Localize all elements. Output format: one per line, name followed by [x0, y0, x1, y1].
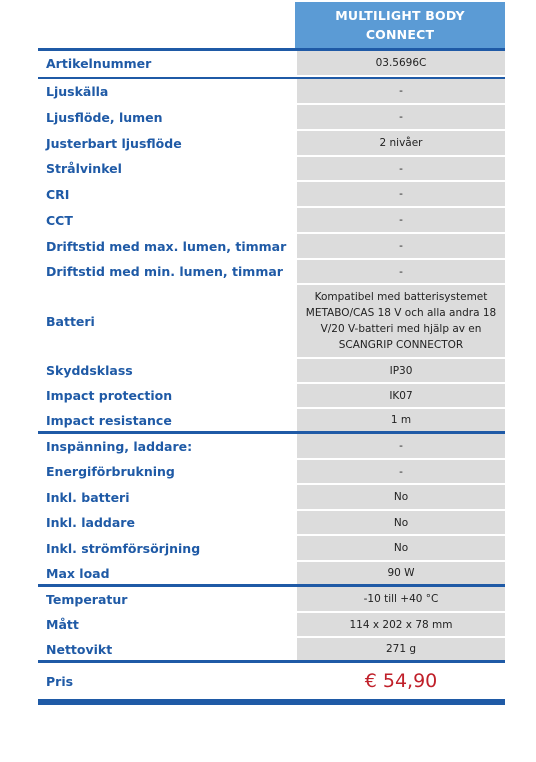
- row-label: Justerbart ljusflöde: [38, 131, 297, 155]
- row-label: Driftstid med max. lumen, timmar: [38, 234, 297, 258]
- table-row: [38, 105, 505, 131]
- table-row: [38, 434, 505, 460]
- row-label: Inkl. strömförsörjning: [38, 536, 297, 560]
- product-name-line1: MULTILIGHT BODY: [335, 8, 465, 23]
- product-name-line2: CONNECT: [365, 27, 435, 42]
- table-row: [38, 562, 505, 587]
- table-row: [38, 536, 505, 562]
- row-label: Inkl. laddare: [38, 511, 297, 534]
- row-value: IK07: [297, 384, 505, 407]
- table-row: [38, 613, 505, 638]
- table-row: [38, 485, 505, 511]
- row-value: 2 nivåer: [297, 131, 505, 155]
- row-label: Max load: [38, 562, 297, 584]
- row-value: 90 W: [297, 562, 505, 584]
- row-label: Ljusflöde, lumen: [38, 105, 297, 129]
- row-label: Mått: [38, 613, 297, 636]
- row-value: -10 till +40 °C: [297, 587, 505, 611]
- row-label: Impact resistance: [38, 409, 297, 431]
- price-label: Pris: [38, 663, 297, 699]
- table-row: [38, 77, 505, 105]
- row-value: -: [297, 105, 505, 129]
- table-row: [38, 234, 505, 260]
- row-label: Impact protection: [38, 384, 297, 407]
- row-value: -: [297, 79, 505, 103]
- row-value: No: [297, 536, 505, 560]
- header-spacer: [38, 2, 295, 48]
- row-value: -: [297, 260, 505, 283]
- row-label: CCT: [38, 208, 297, 232]
- row-label: CRI: [38, 182, 297, 206]
- row-label: Inspänning, laddare:: [38, 434, 297, 458]
- row-label: Driftstid med min. lumen, timmar: [38, 260, 297, 283]
- table-row: [38, 638, 505, 663]
- table-row: [38, 511, 505, 536]
- price-value: € 54,90: [297, 663, 505, 699]
- row-label: Nettovikt: [38, 638, 297, 660]
- product-name-header: [295, 2, 505, 48]
- table-header: [38, 2, 505, 48]
- table-row: [38, 460, 505, 485]
- row-label: Ljuskälla: [38, 79, 297, 103]
- row-label: Artikelnummer: [38, 51, 297, 75]
- row-value: -: [297, 182, 505, 206]
- row-label: Temperatur: [38, 587, 297, 611]
- row-value: -: [297, 208, 505, 232]
- row-value: 03.5696C: [297, 51, 505, 75]
- row-label: Inkl. batteri: [38, 485, 297, 509]
- row-label: Skyddsklass: [38, 359, 297, 382]
- row-value: Kompatibel med batterisystemet METABO/CAS 18 V och alla andra 18 V/20 V-batteri med hjälp av en SCANGRIP CONNECTOR: [297, 285, 505, 357]
- row-value: 114 x 202 x 78 mm: [297, 613, 505, 636]
- row-value: -: [297, 157, 505, 180]
- table-row: [38, 182, 505, 208]
- price-row: [38, 663, 505, 705]
- table-row: [38, 384, 505, 409]
- row-value: No: [297, 511, 505, 534]
- table-row: [38, 208, 505, 234]
- row-label: Batteri: [38, 285, 297, 357]
- table-row: [38, 409, 505, 434]
- row-label: Strålvinkel: [38, 157, 297, 180]
- table-row: [38, 131, 505, 157]
- row-value: IP30: [297, 359, 505, 382]
- table-row: [38, 587, 505, 613]
- row-value: -: [297, 460, 505, 483]
- table-row: [38, 260, 505, 285]
- row-value: 1 m: [297, 409, 505, 431]
- row-value: No: [297, 485, 505, 509]
- row-value: -: [297, 434, 505, 458]
- spec-table: [38, 2, 505, 705]
- row-value: 271 g: [297, 638, 505, 660]
- table-row: [38, 285, 505, 359]
- table-row: [38, 359, 505, 384]
- row-value: -: [297, 234, 505, 258]
- row-label: Energiförbrukning: [38, 460, 297, 483]
- table-row: [38, 157, 505, 182]
- table-row: [38, 48, 505, 77]
